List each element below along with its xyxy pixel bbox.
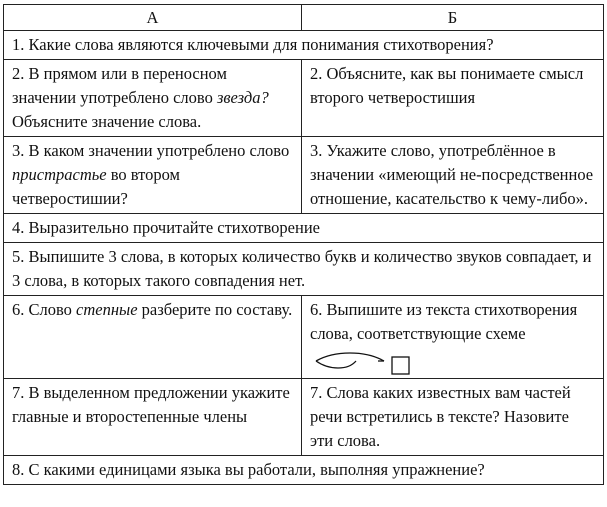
task-7b: 7. Слова каких известных вам частей речи встретились в тексте? Назовите эти слова.	[302, 379, 604, 456]
task-6b-text: 6. Выпишите из текста стихотворения слова, соответствующие схеме	[310, 300, 578, 343]
task-6a-text: 6. Слово	[12, 300, 77, 319]
task-6a	[4, 296, 302, 379]
task-8: 8. С какими единицами языка вы работали, выполняя упражнение?	[4, 456, 604, 485]
table-row	[4, 456, 604, 485]
task-7a: 7. В выделенном предложении укажите главные и второстепенные члены	[4, 379, 302, 456]
task-2a-text: 2. В прямом или в переносном значении употреблено слово	[12, 64, 227, 107]
task-6b	[302, 296, 604, 379]
task-3a-text: 3. В каком значении употреблено слово	[12, 141, 290, 160]
column-header-b: Б	[302, 5, 604, 31]
task-2a-text-end: Объясните значение слова.	[12, 112, 202, 131]
task-2a-word: звезда?	[216, 88, 269, 107]
task-6a-text-end: разберите по составу.	[137, 300, 293, 319]
table-row	[4, 137, 604, 214]
task-5: 5. Выпишите 3 слова, в которых количество букв и количество звуков совпадает, и 3 слова, в которых такого совпадения нет.	[4, 243, 604, 296]
table-row	[4, 214, 604, 243]
task-table	[3, 4, 604, 485]
task-3b: 3. Укажите слово, употреблённое в значении «имеющий не-посредственное отношение, касательство к чему-либо».	[302, 137, 604, 214]
task-4: 4. Выразительно прочитайте стихотворение	[4, 214, 604, 243]
task-6a-word: степные	[76, 300, 138, 319]
word-scheme	[310, 346, 595, 376]
task-1: 1. Какие слова являются ключевыми для понимания стихотворения?	[4, 31, 604, 60]
task-3a	[4, 137, 302, 214]
table-row	[4, 31, 604, 60]
column-header-a: А	[4, 5, 302, 31]
table-header-row	[4, 5, 604, 31]
task-2a	[4, 60, 302, 137]
table-row	[4, 243, 604, 296]
task-3a-word: пристрастье	[12, 165, 107, 184]
task-2b: 2. Объясните, как вы понимаете смысл второго четверостишия	[302, 60, 604, 137]
task-3a-text-end: во втором четверостишии?	[12, 165, 180, 208]
table-row	[4, 379, 604, 456]
morpheme-scheme-icon	[314, 348, 424, 376]
table-row	[4, 296, 604, 379]
table-row	[4, 60, 604, 137]
